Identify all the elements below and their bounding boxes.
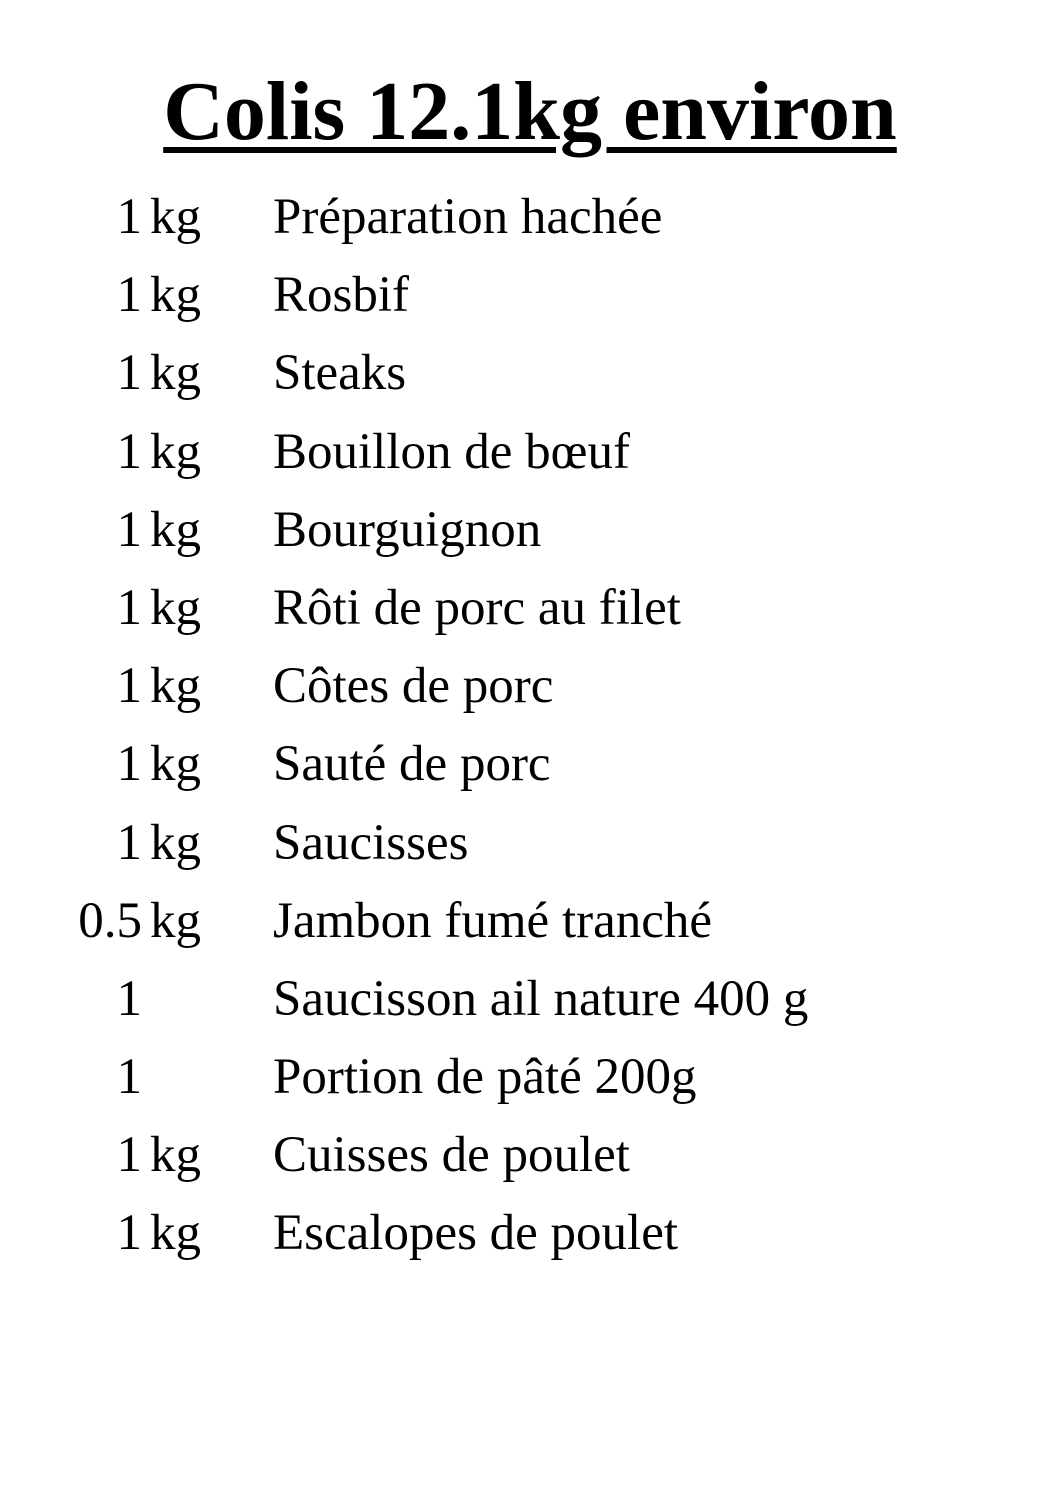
item-name: Rosbif xyxy=(273,267,410,324)
list-item xyxy=(0,882,1060,960)
item-name: Préparation hachée xyxy=(273,189,663,245)
list-item xyxy=(0,178,1060,256)
list-item xyxy=(0,413,1060,491)
item-unit: kg xyxy=(150,814,201,871)
product-list xyxy=(0,178,1060,1273)
item-quantity: 1 xyxy=(116,423,142,480)
item-unit: kg xyxy=(150,1205,201,1262)
list-item xyxy=(0,491,1060,569)
item-quantity: 1 xyxy=(116,345,142,402)
list-item xyxy=(0,256,1060,334)
page-title: Colis 12.1kg environ xyxy=(163,65,897,158)
item-name: Rôti de porc au filet xyxy=(273,579,681,636)
item-unit: kg xyxy=(150,1127,201,1184)
item-unit: kg xyxy=(150,658,201,715)
item-name: Côtes de porc xyxy=(273,658,554,715)
item-name: Cuisses de poulet xyxy=(273,1127,630,1184)
item-unit: kg xyxy=(150,345,201,402)
item-quantity: 1 xyxy=(116,658,142,715)
item-unit: kg xyxy=(150,579,201,636)
item-name: Escalopes de poulet xyxy=(273,1205,679,1262)
item-name: Bourguignon xyxy=(273,501,542,558)
item-quantity: 1 xyxy=(116,267,142,324)
list-item xyxy=(0,804,1060,882)
list-item xyxy=(0,1194,1060,1272)
list-item xyxy=(0,1116,1060,1194)
item-unit: kg xyxy=(150,736,201,793)
item-quantity: 1 xyxy=(116,189,142,245)
item-name: Jambon fumé tranché xyxy=(273,892,713,949)
item-quantity: 1 xyxy=(116,814,142,871)
list-item xyxy=(0,569,1060,647)
item-quantity: 1 xyxy=(116,501,142,558)
item-name: Saucisson ail nature 400 g xyxy=(273,970,809,1027)
item-name: Steaks xyxy=(273,345,407,402)
item-name: Sauté de porc xyxy=(273,736,551,793)
item-quantity: 1 xyxy=(116,1127,142,1184)
list-item xyxy=(0,647,1060,725)
list-item xyxy=(0,334,1060,412)
item-name: Bouillon de bœuf xyxy=(273,423,630,480)
list-item xyxy=(0,960,1060,1038)
item-unit: kg xyxy=(150,267,201,324)
list-item xyxy=(0,1038,1060,1116)
item-quantity: 1 xyxy=(116,1205,142,1262)
item-quantity: 1 xyxy=(116,1049,142,1106)
item-unit: kg xyxy=(150,892,201,949)
item-unit: kg xyxy=(150,423,201,480)
list-item xyxy=(0,725,1060,803)
item-unit: kg xyxy=(150,501,201,558)
item-quantity: 1 xyxy=(116,736,142,793)
item-unit: kg xyxy=(150,189,201,245)
item-quantity: 0.5 xyxy=(78,892,142,949)
item-name: Saucisses xyxy=(273,814,469,871)
item-quantity: 1 xyxy=(116,970,142,1027)
item-quantity: 1 xyxy=(116,579,142,636)
item-name: Portion de pâté 200g xyxy=(273,1049,697,1106)
